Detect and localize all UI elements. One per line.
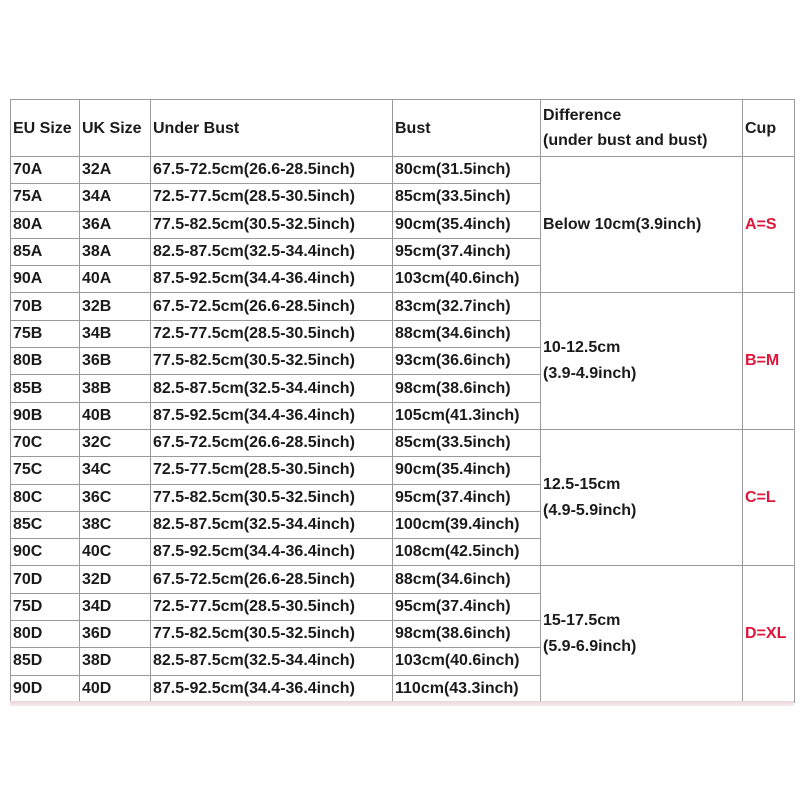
- header-difference: [541, 100, 743, 157]
- uk-size-cell: 38A: [80, 238, 151, 265]
- eu-size-cell: 75C: [11, 457, 80, 484]
- bust-cell: 95cm(37.4inch): [393, 484, 541, 511]
- uk-size-cell: 36B: [80, 348, 151, 375]
- uk-size-cell: 32B: [80, 293, 151, 320]
- difference-line2: (3.9-4.9inch): [543, 365, 637, 383]
- eu-size-cell: 75B: [11, 320, 80, 347]
- under-bust-cell: 87.5-92.5cm(34.4-36.4inch): [151, 539, 393, 566]
- difference-line1: Below 10cm(3.9inch): [543, 215, 702, 233]
- uk-size-cell: 38D: [80, 648, 151, 675]
- under-bust-cell: 82.5-87.5cm(32.5-34.4inch): [151, 238, 393, 265]
- bust-cell: 90cm(35.4inch): [393, 457, 541, 484]
- table-row: [11, 157, 795, 184]
- difference-cell: [541, 293, 743, 429]
- bust-cell: 80cm(31.5inch): [393, 157, 541, 184]
- bust-cell: 98cm(38.6inch): [393, 375, 541, 402]
- uk-size-cell: 32C: [80, 429, 151, 456]
- difference-cell: [541, 566, 743, 702]
- eu-size-cell: 75A: [11, 184, 80, 211]
- eu-size-cell: 80B: [11, 348, 80, 375]
- bust-cell: 95cm(37.4inch): [393, 238, 541, 265]
- bust-cell: 98cm(38.6inch): [393, 621, 541, 648]
- eu-size-cell: 85D: [11, 648, 80, 675]
- eu-size-cell: 80A: [11, 211, 80, 238]
- uk-size-cell: 40A: [80, 266, 151, 293]
- bust-cell: 85cm(33.5inch): [393, 429, 541, 456]
- bust-cell: 85cm(33.5inch): [393, 184, 541, 211]
- eu-size-cell: 85C: [11, 511, 80, 538]
- bust-cell: 88cm(34.6inch): [393, 320, 541, 347]
- under-bust-cell: 67.5-72.5cm(26.6-28.5inch): [151, 429, 393, 456]
- header-bust: Bust: [393, 100, 541, 157]
- difference-line2: (5.9-6.9inch): [543, 638, 637, 656]
- under-bust-cell: 72.5-77.5cm(28.5-30.5inch): [151, 593, 393, 620]
- uk-size-cell: 32A: [80, 157, 151, 184]
- under-bust-cell: 67.5-72.5cm(26.6-28.5inch): [151, 293, 393, 320]
- difference-cell: [541, 157, 743, 293]
- table-row: [11, 293, 795, 320]
- under-bust-cell: 72.5-77.5cm(28.5-30.5inch): [151, 184, 393, 211]
- header-uk-size: UK Size: [80, 100, 151, 157]
- under-bust-cell: 82.5-87.5cm(32.5-34.4inch): [151, 648, 393, 675]
- bust-cell: 100cm(39.4inch): [393, 511, 541, 538]
- difference-line1: 12.5-15cm: [543, 475, 621, 493]
- header-eu-size: EU Size: [11, 100, 80, 157]
- eu-size-cell: 75D: [11, 593, 80, 620]
- eu-size-cell: 70B: [11, 293, 80, 320]
- uk-size-cell: 32D: [80, 566, 151, 593]
- uk-size-cell: 34C: [80, 457, 151, 484]
- uk-size-cell: 36D: [80, 621, 151, 648]
- eu-size-cell: 80D: [11, 621, 80, 648]
- bust-cell: 83cm(32.7inch): [393, 293, 541, 320]
- eu-size-cell: 90B: [11, 402, 80, 429]
- bottom-shade-divider: [10, 701, 794, 706]
- header-cup: Cup: [743, 100, 795, 157]
- under-bust-cell: 72.5-77.5cm(28.5-30.5inch): [151, 457, 393, 484]
- bust-cell: 88cm(34.6inch): [393, 566, 541, 593]
- uk-size-cell: 40B: [80, 402, 151, 429]
- uk-size-cell: 38B: [80, 375, 151, 402]
- uk-size-cell: 34D: [80, 593, 151, 620]
- uk-size-cell: 40D: [80, 675, 151, 702]
- cup-cell: C=L: [743, 429, 795, 565]
- under-bust-cell: 87.5-92.5cm(34.4-36.4inch): [151, 266, 393, 293]
- bust-cell: 105cm(41.3inch): [393, 402, 541, 429]
- eu-size-cell: 80C: [11, 484, 80, 511]
- under-bust-cell: 77.5-82.5cm(30.5-32.5inch): [151, 484, 393, 511]
- uk-size-cell: 36C: [80, 484, 151, 511]
- under-bust-cell: 67.5-72.5cm(26.6-28.5inch): [151, 566, 393, 593]
- eu-size-cell: 70D: [11, 566, 80, 593]
- under-bust-cell: 82.5-87.5cm(32.5-34.4inch): [151, 375, 393, 402]
- header-difference-line2: (under bust and bust): [543, 132, 708, 149]
- bust-cell: 108cm(42.5inch): [393, 539, 541, 566]
- difference-line1: 15-17.5cm: [543, 612, 621, 630]
- header-difference-line1: Difference: [543, 107, 622, 124]
- difference-line2: (4.9-5.9inch): [543, 501, 637, 519]
- bust-cell: 95cm(37.4inch): [393, 593, 541, 620]
- bust-cell: 90cm(35.4inch): [393, 211, 541, 238]
- cup-cell: A=S: [743, 157, 795, 293]
- uk-size-cell: 38C: [80, 511, 151, 538]
- bust-cell: 110cm(43.3inch): [393, 675, 541, 702]
- uk-size-cell: 40C: [80, 539, 151, 566]
- eu-size-cell: 85B: [11, 375, 80, 402]
- eu-size-cell: 90A: [11, 266, 80, 293]
- table-row: [11, 429, 795, 456]
- eu-size-cell: 70C: [11, 429, 80, 456]
- eu-size-cell: 90D: [11, 675, 80, 702]
- table-row: [11, 566, 795, 593]
- under-bust-cell: 87.5-92.5cm(34.4-36.4inch): [151, 675, 393, 702]
- under-bust-cell: 72.5-77.5cm(28.5-30.5inch): [151, 320, 393, 347]
- eu-size-cell: 85A: [11, 238, 80, 265]
- cup-cell: B=M: [743, 293, 795, 429]
- under-bust-cell: 82.5-87.5cm(32.5-34.4inch): [151, 511, 393, 538]
- cup-cell: D=XL: [743, 566, 795, 702]
- difference-cell: [541, 429, 743, 565]
- under-bust-cell: 77.5-82.5cm(30.5-32.5inch): [151, 211, 393, 238]
- uk-size-cell: 34B: [80, 320, 151, 347]
- table-body: [11, 157, 795, 703]
- bust-cell: 93cm(36.6inch): [393, 348, 541, 375]
- eu-size-cell: 90C: [11, 539, 80, 566]
- bra-size-table: [10, 99, 795, 703]
- eu-size-cell: 70A: [11, 157, 80, 184]
- uk-size-cell: 36A: [80, 211, 151, 238]
- header-row: [11, 100, 795, 157]
- difference-line1: 10-12.5cm: [543, 339, 621, 357]
- under-bust-cell: 77.5-82.5cm(30.5-32.5inch): [151, 621, 393, 648]
- uk-size-cell: 34A: [80, 184, 151, 211]
- header-under-bust: Under Bust: [151, 100, 393, 157]
- under-bust-cell: 77.5-82.5cm(30.5-32.5inch): [151, 348, 393, 375]
- under-bust-cell: 87.5-92.5cm(34.4-36.4inch): [151, 402, 393, 429]
- bust-cell: 103cm(40.6inch): [393, 648, 541, 675]
- under-bust-cell: 67.5-72.5cm(26.6-28.5inch): [151, 157, 393, 184]
- bust-cell: 103cm(40.6inch): [393, 266, 541, 293]
